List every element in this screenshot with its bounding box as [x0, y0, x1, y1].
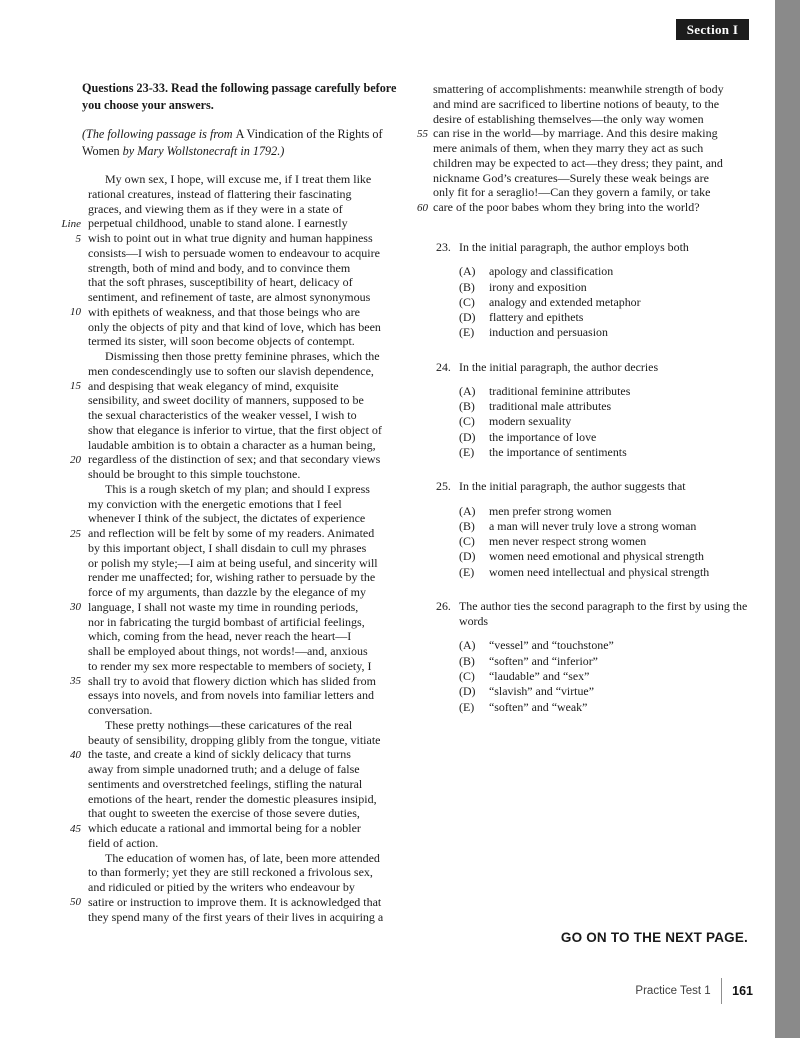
line-number: 45: [70, 822, 81, 835]
passage-line: [55, 305, 423, 320]
passage-line: [55, 393, 423, 408]
passage-line: [55, 364, 423, 379]
option-text: women need emotional and physical strength: [489, 549, 704, 564]
passage-line-text: children may be expected to act—they dress; they paint, and: [433, 155, 723, 170]
answer-options: [459, 384, 762, 460]
passage-line-text: and mind are sacrificed to libertine notions of beauty, to the: [433, 96, 720, 111]
passage-line-text: This is a rough sketch of my plan; and should I express: [105, 481, 370, 496]
passage-line: [55, 172, 423, 187]
passage-line: [55, 408, 423, 423]
option-label: (A): [459, 264, 476, 279]
option-label: (B): [459, 518, 475, 533]
answer-option: [459, 445, 762, 460]
passage-line-text: only the objects of pity and that kind of love, which has been: [88, 319, 381, 334]
option-text: men never respect strong women: [489, 534, 647, 549]
option-label: (A): [459, 638, 476, 653]
passage-line: [55, 290, 423, 305]
passage-line-text: show that elegance is inferior to virtue, that the first object of: [88, 422, 382, 437]
passage-line-text: that the soft phrases, susceptibility of heart, delicacy of: [88, 275, 353, 290]
passage-line-text: field of action.: [88, 835, 159, 850]
option-text: modern sexuality: [489, 414, 572, 429]
question-number: 26.: [436, 599, 451, 614]
answer-option: [459, 654, 762, 669]
page-edge-gray-bar: [775, 0, 800, 1038]
option-label: (D): [459, 684, 476, 699]
passage-line-text: can rise in the world—by marriage. And this desire making: [433, 126, 718, 141]
passage-line: [55, 511, 423, 526]
answer-option: [459, 669, 762, 684]
question-head: [436, 599, 762, 629]
line-number: 25: [70, 527, 81, 540]
answer-option: [459, 325, 762, 340]
passage-line-text: care of the poor babes whom they bring into the world?: [433, 200, 700, 214]
passage-line: [55, 806, 423, 821]
passage-line: [55, 246, 423, 261]
option-text: traditional male attributes: [489, 399, 612, 414]
passage-line-text: whenever I think of the subject, the dictates of experience: [88, 511, 366, 526]
answer-option: [459, 684, 762, 699]
passage-line-text: to than formerly; yet they are still reckoned a frivolous sex,: [88, 865, 373, 880]
option-text: the importance of sentiments: [489, 445, 627, 460]
passage-line: [55, 349, 423, 364]
passage-line: [55, 762, 423, 777]
answer-option: [459, 549, 762, 564]
passage-line-text: Dismissing then those pretty feminine phrases, which the: [105, 349, 380, 363]
passage-line: [55, 895, 423, 910]
line-number: 60: [417, 201, 428, 214]
passage-line: [55, 851, 423, 866]
passage-line: [55, 452, 423, 467]
line-number: 30: [70, 601, 81, 614]
option-text: “laudable” and “sex”: [489, 669, 590, 684]
passage-line: [55, 585, 423, 600]
question-block: [436, 479, 762, 580]
passage-line-text: strength, both of mind and body, and to convince them: [88, 260, 351, 275]
source-note-post: by Mary Wollstonecraft in 1792.): [119, 144, 285, 158]
option-label: (E): [459, 699, 475, 714]
passage-line-text: conversation.: [88, 703, 153, 717]
option-text: men prefer strong women: [489, 503, 612, 518]
passage-line-text: My own sex, I hope, will excuse me, if I treat them like: [105, 172, 372, 186]
passage-line-text: rational creatures, instead of flattering their fascinating: [88, 186, 352, 201]
passage-line-text: sensibility, and sweet docility of manners, supposed to be: [88, 393, 364, 408]
answer-option: [459, 519, 762, 534]
passage-line: [55, 482, 423, 497]
passage-line: [55, 821, 423, 836]
line-number: 55: [417, 127, 428, 140]
option-text: traditional feminine attributes: [489, 383, 631, 398]
passage-line: [55, 320, 423, 335]
passage-line-text: consists—I wish to persuade women to endeavour to acquire: [88, 245, 380, 260]
passage-line: [55, 216, 423, 231]
answer-options: [459, 638, 762, 714]
option-text: “vessel” and “touchstone”: [489, 638, 614, 653]
option-text: women need intellectual and physical strength: [489, 564, 710, 579]
option-text: flattery and epithets: [489, 310, 584, 325]
passage-line-text: by this important object, I shall disdain to cull my phrases: [88, 540, 367, 555]
passage-line: [55, 615, 423, 630]
option-label: (E): [459, 564, 475, 579]
passage-line-text: men condescendingly use to soften our slavish dependence,: [88, 363, 374, 378]
passage-line: [55, 379, 423, 394]
question-set-instructions: Questions 23-33. Read the following passage carefully before you choose your answers.: [82, 81, 397, 112]
question-number: 23.: [436, 240, 451, 254]
option-label: (C): [459, 294, 475, 309]
passage-line: [417, 156, 762, 171]
passage-line-text: and ridiculed or pitied by the writers who endeavour by: [88, 880, 355, 894]
passage-line-text: shall be employed about things, not words!—and, anxious: [88, 644, 368, 658]
line-number: 20: [70, 453, 81, 466]
page-number: 161: [732, 984, 753, 998]
option-label: (D): [459, 429, 476, 444]
question-head: [436, 240, 762, 255]
answer-options: [459, 264, 762, 340]
passage-left-column: [55, 172, 423, 924]
passage-line: [417, 185, 762, 200]
questions-list: [436, 240, 762, 734]
option-label: (A): [459, 383, 476, 398]
question-number: 25.: [436, 479, 451, 494]
question-stem: In the initial paragraph, the author decries: [459, 359, 659, 374]
footer-divider: [721, 978, 723, 1004]
passage-line: [417, 97, 762, 112]
passage-line-text: and reflection will be felt by some of my readers. Animated: [88, 526, 375, 540]
passage-line: [55, 600, 423, 615]
passage-line-text: The education of women has, of late, been more attended: [105, 850, 380, 865]
left-column: [55, 80, 423, 924]
answer-option: [459, 700, 762, 715]
option-text: apology and classification: [489, 264, 614, 279]
passage-line: [55, 231, 423, 246]
passage-line-text: with epithets of weakness, and that those beings who are: [88, 304, 360, 319]
passage-line: [55, 688, 423, 703]
passage-line: [55, 777, 423, 792]
answer-option: [459, 638, 762, 653]
passage-line: [55, 202, 423, 217]
answer-options: [459, 504, 762, 580]
passage-line: [55, 733, 423, 748]
passage-line: [55, 556, 423, 571]
option-text: “slavish” and “virtue”: [489, 684, 594, 699]
answer-option: [459, 414, 762, 429]
footer-test-label: Practice Test 1: [635, 985, 711, 997]
passage-line: [55, 865, 423, 880]
passage-right-column: [417, 82, 762, 215]
passage-line: [417, 171, 762, 186]
passage-line: [55, 836, 423, 851]
passage-line: [55, 629, 423, 644]
option-text: induction and persuasion: [489, 325, 608, 340]
passage-line-text: sentiments and overstretched feelings, stifling the natural: [88, 776, 363, 791]
passage-line-text: the taste, and create a kind of sickly delicacy that turns: [88, 747, 351, 762]
passage-line-text: which, coming from the head, never reach the heart—I: [88, 629, 352, 644]
passage-source-note: [82, 126, 420, 160]
passage-line: [417, 82, 762, 97]
passage-line-text: the sexual characteristics of the weaker vessel, I wish to: [88, 408, 357, 422]
question-head: [436, 360, 762, 375]
passage-line-text: should be brought to this simple touchstone.: [88, 467, 301, 481]
passage-line: [55, 674, 423, 689]
passage-line-text: away from simple unadorned truth; and a deluge of false: [88, 762, 360, 776]
passage-line: [55, 275, 423, 290]
option-text: analogy and extended metaphor: [489, 294, 641, 309]
passage-line-text: These pretty nothings—these caricatures of the real: [105, 717, 353, 732]
passage-line-text: essays into novels, and from novels into familiar letters and: [88, 688, 374, 703]
passage-line-text: nor in fabricating the turgid bombast of artificial feelings,: [88, 614, 365, 629]
passage-line: [55, 747, 423, 762]
option-text: “soften” and “inferior”: [489, 653, 598, 668]
passage-line-text: shall try to avoid that flowery diction which has slided from: [88, 673, 376, 688]
question-head: [436, 479, 762, 494]
passage-line: [417, 126, 762, 141]
passage-line: [55, 187, 423, 202]
option-text: irony and exposition: [489, 279, 587, 294]
answer-option: [459, 264, 762, 279]
passage-line-text: render me unaffected; for, wishing rather to persuade by the: [88, 570, 376, 585]
passage-line: [417, 112, 762, 127]
passage-line-text: that ought to sweeten the exercise of those severe duties,: [88, 806, 360, 821]
passage-line: [55, 541, 423, 556]
passage-line-text: which educate a rational and immortal being for a nobler: [88, 821, 361, 835]
question-stem: The author ties the second paragraph to the first by using the words: [459, 599, 748, 629]
passage-line: [55, 644, 423, 659]
passage-line-text: emotions of the heart, render the domestic pleasures insipid,: [88, 791, 377, 806]
passage-line: [55, 703, 423, 718]
passage-line-text: to render my sex more respectable to members of society, I: [88, 658, 372, 673]
option-label: (C): [459, 669, 475, 684]
passage-line-text: regardless of the distinction of sex; and that secondary views: [88, 452, 381, 467]
answer-option: [459, 310, 762, 325]
passage-line: [55, 423, 423, 438]
question-block: [436, 599, 762, 715]
go-on-notice: GO ON TO THE NEXT PAGE.: [560, 930, 748, 945]
line-number: 10: [70, 306, 81, 319]
answer-option: [459, 399, 762, 414]
answer-option: [459, 565, 762, 580]
option-label: (E): [459, 325, 475, 340]
passage-line-text: force of my arguments, than dazzle by the elegance of my: [88, 585, 366, 599]
passage-line-text: termed its sister, will soon become objects of contempt.: [88, 334, 355, 349]
source-note-pre: (The following passage is from: [82, 127, 236, 141]
question-block: [436, 240, 762, 341]
answer-option: [459, 295, 762, 310]
passage-line: [55, 659, 423, 674]
passage-line: [55, 467, 423, 482]
answer-option: [459, 384, 762, 399]
passage-line-text: and despising that weak elegancy of mind, exquisite: [88, 378, 339, 393]
option-label: (B): [459, 399, 475, 414]
option-label: (E): [459, 445, 475, 460]
option-text: “soften” and “weak”: [489, 699, 588, 714]
line-number: 15: [70, 380, 81, 392]
passage-line-text: mere animals of them, when they marry they act as such: [433, 141, 704, 155]
passage-line-text: my conviction with the energetic emotions that I feel: [88, 496, 342, 511]
passage-line: [417, 141, 762, 156]
question-stem: In the initial paragraph, the author employs both: [459, 240, 689, 254]
line-number: 50: [70, 896, 81, 909]
answer-option: [459, 430, 762, 445]
option-label: (A): [459, 503, 476, 518]
passage-line-text: nickname God’s creatures—Surely these weak beings are: [433, 170, 709, 185]
section-badge: Section I: [676, 19, 749, 40]
option-label: (C): [459, 414, 475, 429]
source-note-title: A Vindication of the Rights of Women: [82, 127, 383, 158]
passage-line: [55, 910, 423, 925]
answer-option: [459, 504, 762, 519]
page-footer: [635, 977, 753, 1005]
option-text: a man will never truly love a strong woman: [489, 518, 697, 533]
passage-line: [55, 570, 423, 585]
line-number: 35: [70, 675, 81, 687]
option-label: (D): [459, 310, 476, 325]
passage-line-text: they spend many of the first years of their lives in acquiring a: [88, 909, 384, 924]
answer-option: [459, 534, 762, 549]
answer-option: [459, 280, 762, 295]
passage-line: [55, 334, 423, 349]
passage-line-text: language, I shall not waste my time in rounding periods,: [88, 599, 359, 614]
option-label: (D): [459, 549, 476, 564]
passage-line-text: beauty of sensibility, dropping glibly from the tongue, vitiate: [88, 732, 381, 747]
question-stem: In the initial paragraph, the author suggests that: [459, 479, 686, 494]
passage-line: [55, 497, 423, 512]
passage-line: [55, 792, 423, 807]
passage-line: [55, 526, 423, 541]
option-text: the importance of love: [489, 429, 597, 444]
passage-line-text: laudable ambition is to obtain a character as a human being,: [88, 437, 376, 452]
passage-line-text: desire of establishing themselves—the only way women: [433, 111, 704, 126]
passage-line: [55, 718, 423, 733]
option-label: (B): [459, 653, 475, 668]
passage-line-text: perpetual childhood, unable to stand alone. I earnestly: [88, 216, 348, 231]
passage-line: [55, 261, 423, 276]
question-number: 24.: [436, 359, 451, 374]
line-number: 5: [75, 232, 81, 245]
option-label: (B): [459, 279, 475, 294]
passage-line: [55, 438, 423, 453]
passage-line-text: smattering of accomplishments: meanwhile strength of body: [433, 82, 724, 96]
passage-line: [417, 200, 762, 215]
passage-line-text: satire or instruction to improve them. It is acknowledged that: [88, 894, 382, 909]
passage-line-text: or polish my style;—I aim at being useful, and sincerity will: [88, 555, 378, 570]
line-number: 40: [70, 748, 81, 761]
passage-line: [55, 880, 423, 895]
question-block: [436, 360, 762, 461]
passage-line-text: only fit for a seraglio!—Can they govern a family, or take: [433, 185, 711, 200]
option-label: (C): [459, 534, 475, 549]
passage-line-text: graces, and viewing them as if they were in a state of: [88, 201, 343, 216]
passage-line-text: sentiment, and refinement of taste, are almost synonymous: [88, 290, 371, 304]
passage-line-text: wish to point out in what true dignity and human happiness: [88, 231, 373, 245]
line-number: Line: [61, 217, 81, 230]
